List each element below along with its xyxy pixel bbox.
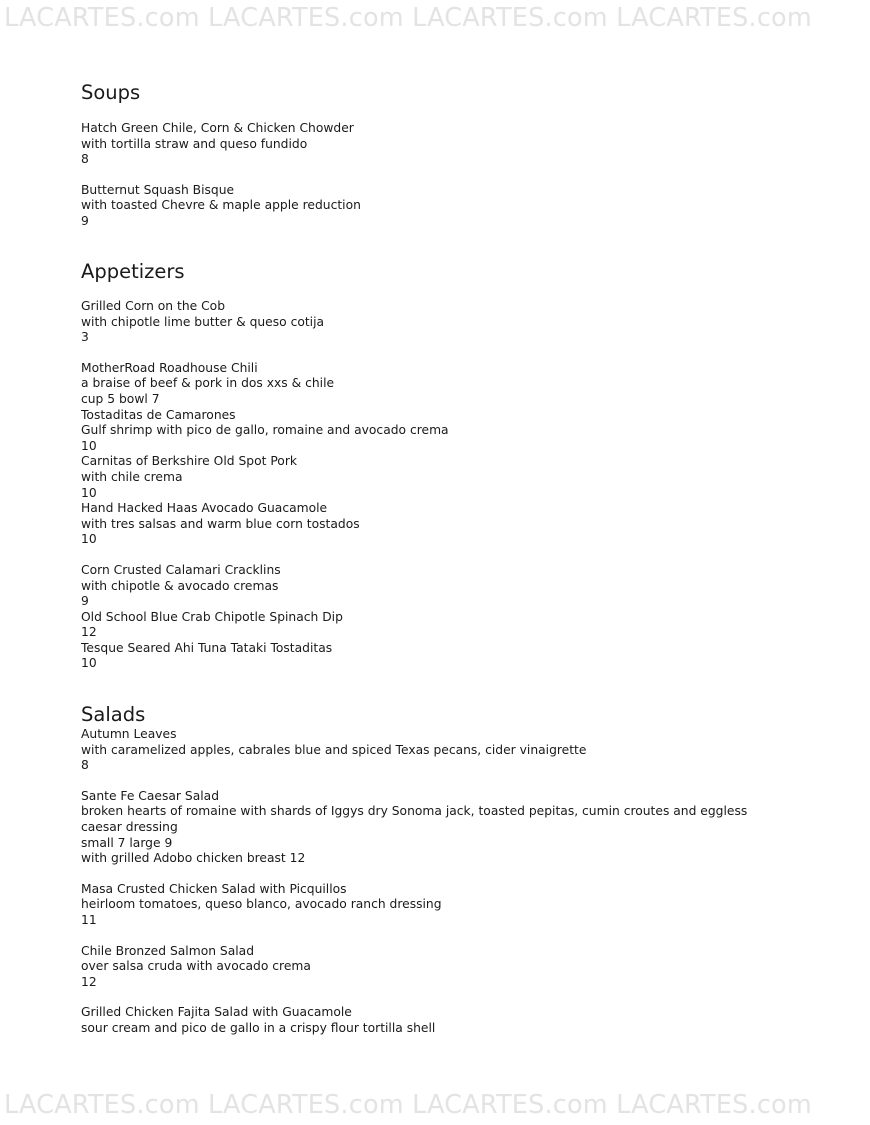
item-price: 9 — [81, 594, 89, 609]
watermark-top: LACARTES.com LACARTES.com LACARTES.com LACARTES.com — [4, 3, 812, 33]
menu-item — [81, 299, 801, 346]
item-price: 8 — [81, 152, 89, 167]
item-description: with tortilla straw and queso fundido — [81, 136, 308, 151]
section-title: Salads — [81, 703, 146, 726]
item-description: with chile crema — [81, 469, 183, 484]
item-name: Grilled Corn on the Cob — [81, 299, 225, 313]
menu-item — [81, 882, 801, 929]
item-description: over salsa cruda with avocado crema — [81, 959, 311, 974]
item-price: 10 — [81, 532, 97, 547]
item-price: 10 — [81, 438, 97, 453]
item-description: sour cream and pico de gallo in a crispy flour tortilla shell — [81, 1020, 436, 1035]
item-price: 12 — [81, 974, 97, 989]
item-name: Grilled Chicken Fajita Salad with Guacamole — [81, 1005, 352, 1020]
menu-item-group — [81, 563, 801, 672]
item-description: with tres salsas and warm blue corn tostados — [81, 516, 360, 531]
item-name: Autumn Leaves — [81, 727, 177, 741]
item-name: Sante Fe Caesar Salad — [81, 788, 219, 803]
item-name: Tesque Seared Ahi Tuna Tataki Tostaditas — [81, 640, 333, 655]
item-price: 9 — [81, 213, 89, 228]
item-addon: with grilled Adobo chicken breast 12 — [81, 851, 306, 866]
menu-item — [81, 944, 801, 991]
menu-item — [81, 1005, 801, 1036]
item-name: Carnitas of Berkshire Old Spot Pork — [81, 454, 298, 469]
section-appetizers — [81, 260, 801, 672]
item-price: 12 — [81, 625, 97, 640]
section-salads — [81, 703, 801, 1037]
item-description: a braise of beef & pork in dos xxs & chile — [81, 376, 335, 391]
menu-item-group — [81, 361, 801, 548]
watermark-bottom: LACARTES.com LACARTES.com LACARTES.com LACARTES.com — [4, 1090, 812, 1120]
item-description: with chipotle lime butter & queso cotija — [81, 314, 325, 329]
item-name: MotherRoad Roadhouse Chili — [81, 360, 258, 375]
item-price: 3 — [81, 330, 89, 345]
item-description: with caramelized apples, cabrales blue and spiced Texas pecans, cider vinaigrette — [81, 742, 587, 757]
section-title: Appetizers — [81, 260, 185, 283]
item-price: 8 — [81, 758, 89, 773]
item-name: Tostaditas de Camarones — [81, 407, 236, 422]
item-name: Old School Blue Crab Chipotle Spinach Dip — [81, 609, 343, 624]
item-description: with chipotle & avocado cremas — [81, 578, 279, 593]
item-description: caesar dressing — [81, 819, 178, 834]
item-name: Chile Bronzed Salmon Salad — [81, 943, 255, 958]
item-description: Gulf shrimp with pico de gallo, romaine and avocado crema — [81, 423, 449, 438]
item-name: Hatch Green Chile, Corn & Chicken Chowder — [81, 121, 354, 135]
menu-item — [81, 121, 801, 168]
item-name: Corn Crusted Calamari Cracklins — [81, 562, 281, 577]
item-description: with toasted Chevre & maple apple reduction — [81, 198, 361, 213]
item-price: 11 — [81, 912, 97, 927]
menu-item — [81, 727, 801, 774]
item-price: cup 5 bowl 7 — [81, 391, 160, 406]
item-price: 10 — [81, 485, 97, 500]
item-price: 10 — [81, 656, 97, 671]
item-name: Butternut Squash Bisque — [81, 182, 235, 197]
item-description: heirloom tomatoes, queso blanco, avocado ranch dressing — [81, 897, 442, 912]
item-price: small 7 large 9 — [81, 835, 173, 850]
section-title: Soups — [81, 81, 141, 104]
item-description: broken hearts of romaine with shards of Iggys dry Sonoma jack, toasted pepitas, cumin croutes and eggless — [81, 804, 748, 819]
section-soups — [81, 81, 801, 230]
item-name: Hand Hacked Haas Avocado Guacamole — [81, 501, 328, 516]
item-name: Masa Crusted Chicken Salad with Picquillos — [81, 881, 347, 896]
menu-item — [81, 789, 801, 867]
menu-item — [81, 183, 801, 230]
